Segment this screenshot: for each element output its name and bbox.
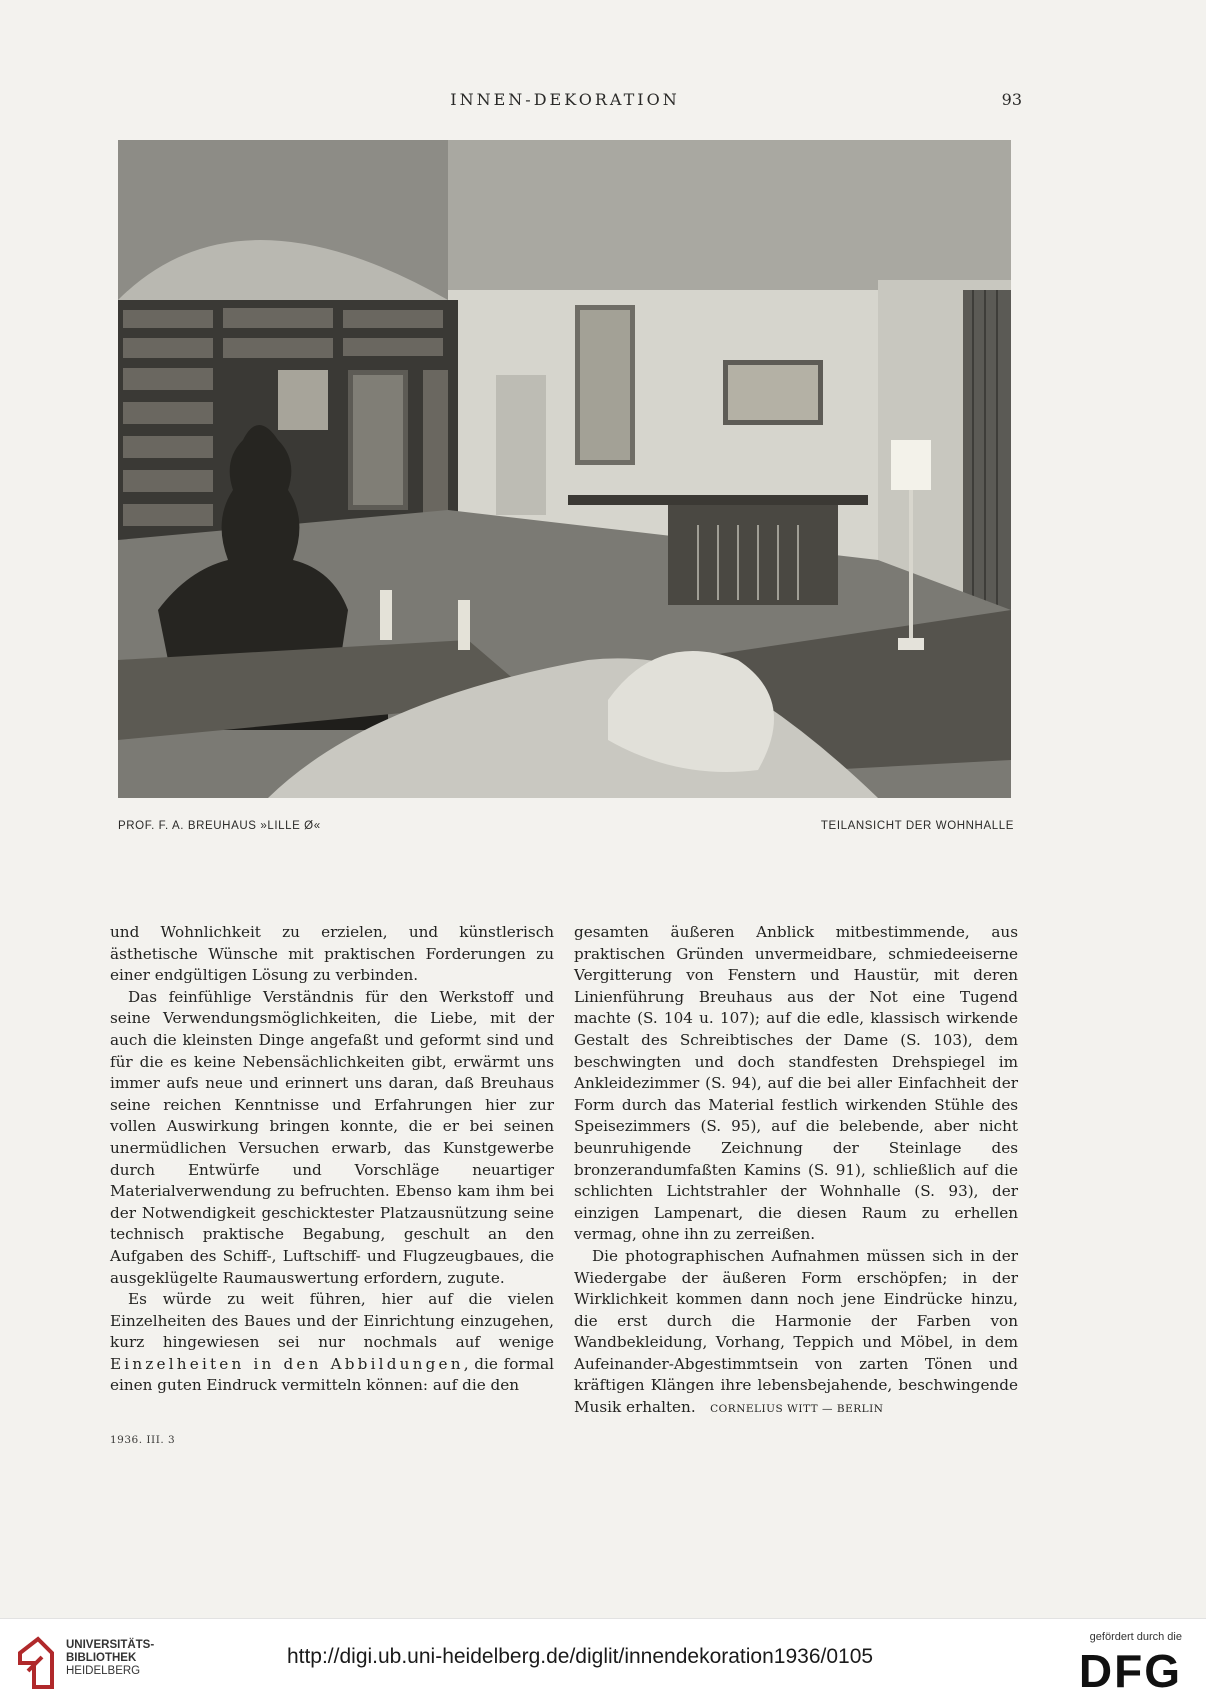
interior-photo	[118, 140, 1011, 798]
paragraph-text: Es würde zu weit führen, hier auf die vielen Einzelheiten des Baues und der Einrichtung einzugehen, kurz hingewiesen sei nur nochmals auf wenige	[110, 1290, 554, 1352]
library-name-line: BIBLIOTHEK	[66, 1652, 137, 1664]
paragraph: Das feinfühlige Verständnis für den Werkstoff und seine Verwendungsmöglichkeiten, die Liebe, mit der auch die kleinsten Dinge angefaßt und geformt sind und für die es keine Nebensächlichkeiten gibt, erwärmt uns immer aufs neue und erinnert uns daran, daß Breuhaus seine reichen Kenntnisse und Erfahrungen hier zur vollen Auswirkung bringen konnte, die er bei seinen unermüdlichen Versuchen erwarb, das Kunstgewerbe durch Entwürfe und Vorschläge neuartiger Materialverwendung zu befruchten. Ebenso kam ihm bei der Notwendigkeit geschicktester Platzausnützung seine technisch praktische Begabung, geschult an den Aufgaben des Schiff-, Luftschiff- und Flugzeugbaues, die ausgeklügelte Raumauswertung erfordern, zugute.	[110, 987, 554, 1287]
text-column-left	[110, 922, 554, 1397]
interior-photo-icon	[118, 140, 1011, 798]
paragraph: und Wohnlichkeit zu erzielen, und künstlerisch ästhetische Wünsche mit praktischen Forderungen zu einer endgültigen Lösung zu verbinden.	[110, 923, 554, 985]
paragraph	[574, 1246, 1018, 1421]
printer-signature: 1936. III. 3	[110, 1434, 176, 1446]
funding-note: gefördert durch die	[1089, 1631, 1182, 1643]
paragraph-text: , die formal einen guten Eindruck vermitteln können: auf die den	[110, 1354, 555, 1395]
library-name-line: HEIDELBERG	[66, 1665, 141, 1677]
photo-caption-credit: PROF. F. A. BREUHAUS »LILLE Ø«	[118, 820, 321, 832]
dfg-logo: DFG	[1078, 1645, 1182, 1697]
permalink-url[interactable]: http://digi.ub.uni-heidelberg.de/diglit/innendekoration1936/0105	[286, 1645, 874, 1668]
paragraph-text: Die photographischen Aufnahmen müssen sich in der Wiedergabe der äußeren Form erschöpfen; in der Wirklichkeit kommen dann noch jene Eindrücke hinzu, die erst durch die Harmonie der Farben von Wandbekleidung, Vorhang, Teppich und Möbel, in dem Aufeinander-Abgestimmtsein von zarten Tönen und kräftigen Klängen ihre lebensbejahende, beschwingende Musik erhalten.	[574, 1246, 1018, 1417]
page-number: 93	[1001, 90, 1022, 109]
emphasized-text: Einzelheiten in den Abbildungen	[110, 1354, 464, 1373]
digitization-footer	[0, 1618, 1206, 1707]
running-header: INNEN-DEKORATION	[450, 90, 680, 109]
library-name-line: UNIVERSITÄTS-	[66, 1639, 155, 1651]
author-credit: CORNELIUS WITT — BERLIN	[710, 1403, 884, 1416]
library-logo-icon	[16, 1633, 56, 1691]
text-column-right	[574, 922, 1018, 1421]
photo-caption-title: TEILANSICHT DER WOHNHALLE	[820, 820, 1014, 832]
paragraph	[110, 1289, 554, 1397]
library-name	[66, 1639, 154, 1678]
paragraph: gesamten äußeren Anblick mitbestimmende, aus praktischen Gründen unvermeidbare, schmiedeeiserne Vergitterung von Fenstern und Haustür, mit deren Linienführung Breuhaus aus der Not eine Tugend machte (S. 104 u. 107); auf die edle, klassisch wirkende Gestalt des Schreibtisches der Dame (S. 103), dem beschwingten und doch standfesten Drehspiegel im Ankleidezimmer (S. 94), auf die bei aller Einfachheit der Form durch das Material festlich wirkenden Stühle des Speisezimmers (S. 95), auf die belebende, aber nicht beunruhigende Zeichnung der Steinlage des bronzerandumfaßten Kamins (S. 91), schließlich auf die schlichten Lichtstrahler der Wohnhalle (S. 93), der einzigen Lampenart, die diesen Raum zu erhellen vermag, ohne ihn zu zerreißen.	[574, 923, 1018, 1244]
